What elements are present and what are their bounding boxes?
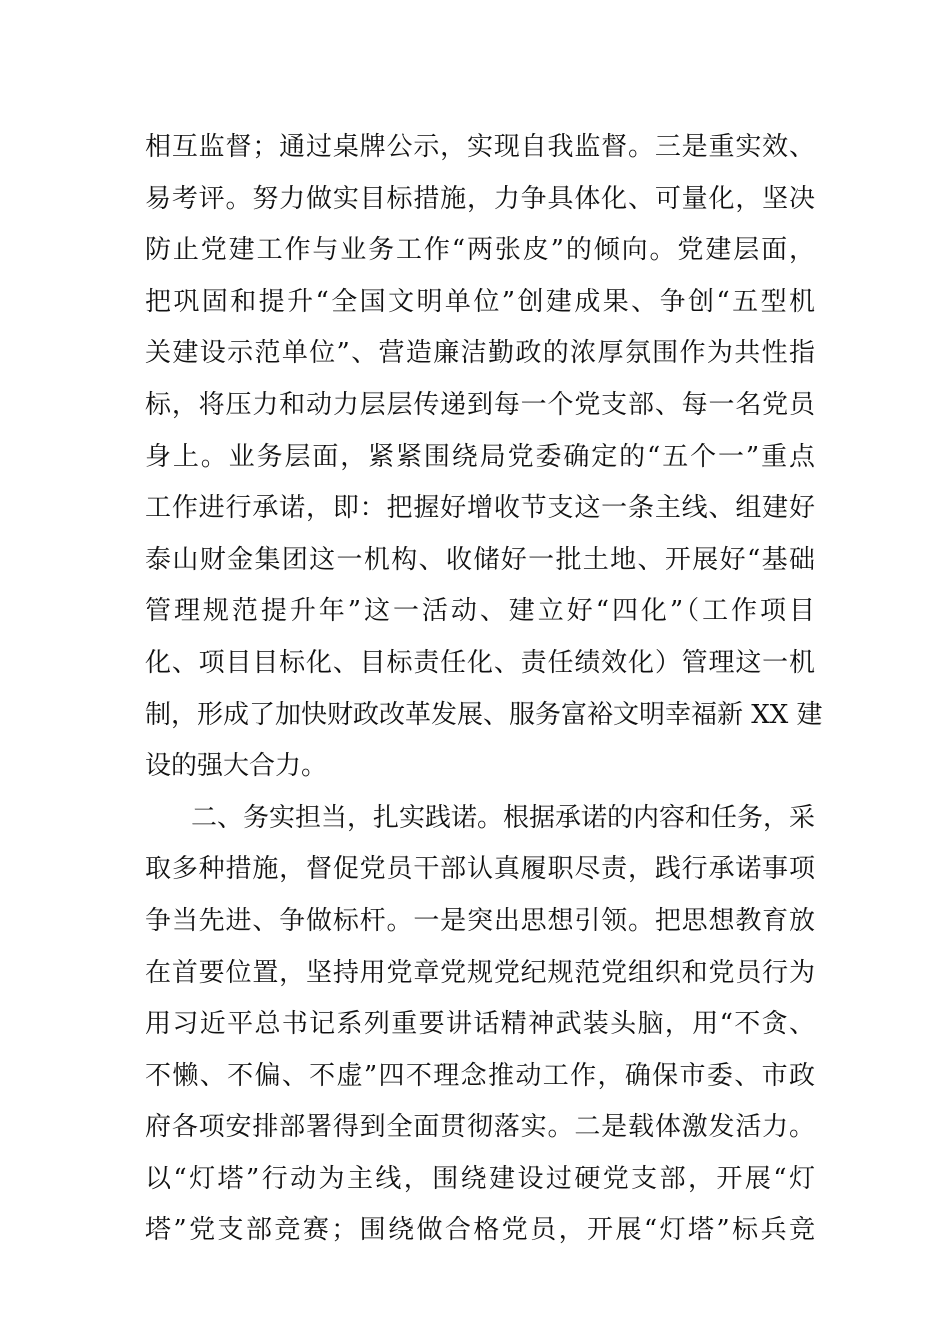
text-line: 府各项安排部署得到全面贯彻落实。二是载体激发活力。	[145, 1112, 815, 1143]
text-line: 把巩固和提升“全国文明单位”创建成果、争创“五型机	[145, 286, 815, 317]
paragraph-start-line: 二、务实担当，扎实践诺。根据承诺的内容和任务，采	[191, 802, 816, 833]
text-line: 防止党建工作与业务工作“两张皮”的倾向。党建层面，	[145, 235, 815, 266]
text-line: 管理规范提升年”这一活动、建立好“四化”（工作项目	[145, 596, 815, 627]
text-line: 在首要位置，坚持用党章党规党纪规范党组织和党员行为	[145, 957, 815, 988]
body-text	[145, 122, 823, 1257]
text-line: 制，形成了加快财政改革发展、服务富裕文明幸福新 XX 建	[145, 699, 823, 730]
text-line: 争当先进、争做标杆。一是突出思想引领。把思想教育放	[145, 905, 815, 936]
text-line: 不懒、不偏、不虚”四不理念推动工作，确保市委、市政	[145, 1060, 815, 1091]
text-line: 身上。业务层面，紧紧围绕局党委确定的“五个一”重点	[145, 441, 815, 472]
text-line: 标，将压力和动力层层传递到每一个党支部、每一名党员	[145, 389, 815, 420]
text-line: 以“灯塔”行动为主线，围绕建设过硬党支部，开展“灯	[145, 1163, 815, 1194]
text-line: 工作进行承诺，即：把握好增收节支这一条主线、组建好	[145, 493, 815, 524]
text-line: 泰山财金集团这一机构、收储好一批土地、开展好“基础	[145, 544, 815, 575]
text-line: 取多种措施，督促党员干部认真履职尽责，践行承诺事项	[145, 854, 815, 885]
text-line: 化、项目目标化、目标责任化、责任绩效化）管理这一机	[145, 647, 815, 678]
text-line: 相互监督；通过桌牌公示，实现自我监督。三是重实效、	[145, 132, 815, 162]
text-line: 用习近平总书记系列重要讲话精神武装头脑，用“不贪、	[145, 1009, 815, 1040]
text-line: 设的强大合力。	[145, 751, 328, 782]
text-line: 关建设示范单位”、营造廉洁勤政的浓厚氛围作为共性指	[145, 338, 815, 369]
text-line: 易考评。努力做实目标措施，力争具体化、可量化，坚决	[145, 183, 815, 214]
text-line: 塔”党支部竞赛；围绕做合格党员，开展“灯塔”标兵竞	[145, 1215, 815, 1246]
